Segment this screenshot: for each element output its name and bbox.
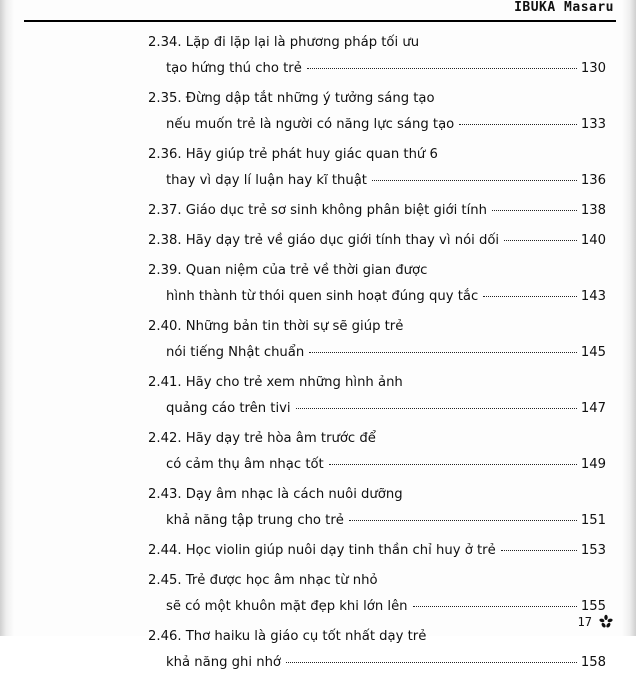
toc-leader-dots [504,240,577,241]
toc-entry-line [148,594,606,620]
toc-entry-text: 2.45. Trẻ được học âm nhạc từ nhỏ [148,573,378,588]
toc-entry-text: tạo hứng thú cho trẻ [166,61,302,76]
toc-entry-line [148,370,606,396]
toc-entry-line [148,426,606,452]
toc-entry-line [148,508,606,534]
toc-page-number: 130 [580,61,606,76]
page-edge-left-shadow [0,0,14,636]
toc-entry-line [148,396,606,422]
toc-page-number: 138 [580,203,606,218]
toc-entry-text: 2.36. Hãy giúp trẻ phát huy giác quan thứ 6 [148,147,438,162]
toc-entry-text: có cảm thụ âm nhạc tốt [166,457,324,472]
toc-entry[interactable] [148,538,606,564]
toc-entry-line [148,142,606,168]
toc-entry-text: sẽ có một khuôn mặt đẹp khi lớn lên [166,599,408,614]
toc-entry[interactable] [148,568,606,620]
toc-entry-line [148,198,606,224]
toc-leader-dots [296,408,577,409]
toc-entry-text: 2.39. Quan niệm của trẻ về thời gian được [148,263,428,278]
toc-entry-text: thay vì dạy lí luận hay kĩ thuật [166,173,367,188]
toc-entry-text: 2.34. Lặp đi lặp lại là phương pháp tối ưu [148,35,420,50]
toc-entry-text: nếu muốn trẻ là người có năng lực sáng tạo [166,117,455,132]
toc-entry-line [148,340,606,366]
toc-entry-line [148,30,606,56]
toc-entry[interactable] [148,198,606,224]
toc-entry[interactable] [148,30,606,82]
toc-entry-line [148,538,606,564]
toc-entry-line [148,228,606,254]
toc-leader-dots [286,662,577,663]
toc-page-number: 136 [580,173,606,188]
toc-leader-dots [483,296,577,297]
toc-entry-line [148,650,606,676]
toc-entry-text: 2.41. Hãy cho trẻ xem những hình ảnh [148,375,403,390]
toc-entry-text: 2.40. Những bản tin thời sự sẽ giúp trẻ [148,319,404,334]
toc-entry-line [148,452,606,478]
toc-entry[interactable] [148,624,606,676]
toc-entry[interactable] [148,142,606,194]
running-header-author: IBUKA Masaru [514,0,614,15]
toc-page-number: 133 [580,117,606,132]
toc-page-number: 151 [580,513,606,528]
toc-page-number: 145 [580,345,606,360]
toc-entry-line [148,284,606,310]
toc-page-number: 147 [580,401,606,416]
toc-entry[interactable] [148,258,606,310]
toc-entry-line [148,482,606,508]
toc-page-number: 149 [580,457,606,472]
toc-leader-dots [459,124,577,125]
toc-entry-text: 2.44. Học violin giúp nuôi dạy tinh thần chỉ huy ở trẻ [148,543,496,558]
toc-entry-line [148,258,606,284]
toc-leader-dots [309,352,577,353]
toc-leader-dots [372,180,577,181]
toc-entry[interactable] [148,314,606,366]
toc-entry-text: quảng cáo trên tivi [166,401,291,416]
toc-entry[interactable] [148,228,606,254]
toc-entry-line [148,568,606,594]
toc-entry-line [148,56,606,82]
toc-leader-dots [501,550,577,551]
toc-entry[interactable] [148,86,606,138]
flower-logo-icon [598,614,614,630]
toc-entry-line [148,86,606,112]
toc-entry-text: 2.38. Hãy dạy trẻ về giáo dục giới tính thay vì nói dối [148,233,500,248]
toc-entry-text: 2.46. Thơ haiku là giáo cụ tốt nhất dạy trẻ [148,629,427,644]
toc-entry-text: 2.42. Hãy dạy trẻ hòa âm trước để [148,431,376,446]
header-rule [24,20,616,22]
toc-entry-line [148,168,606,194]
toc-entry-text: khả năng ghi nhớ [166,655,281,670]
page-footer [578,614,614,630]
toc-leader-dots [413,606,577,607]
toc-entry[interactable] [148,370,606,422]
toc-entry-line [148,314,606,340]
toc-entry[interactable] [148,482,606,534]
toc-leader-dots [492,210,577,211]
toc-entry-text: 2.35. Đừng dập tắt những ý tưởng sáng tạo [148,91,435,106]
toc-page-number: 155 [580,599,606,614]
toc-entry-line [148,112,606,138]
toc-entry-text: 2.37. Giáo dục trẻ sơ sinh không phân biệt giới tính [148,203,487,218]
toc-entry[interactable] [148,426,606,478]
toc-entry-text: 2.43. Dạy âm nhạc là cách nuôi dưỡng [148,487,403,502]
toc-page-number: 153 [580,543,606,558]
toc-entry-text: hình thành từ thói quen sinh hoạt đúng quy tắc [166,289,479,304]
toc-entry-line [148,624,606,650]
page-number: 17 [577,615,592,629]
toc-page-number: 143 [580,289,606,304]
toc-page-number: 140 [580,233,606,248]
toc-leader-dots [349,520,577,521]
toc-entry-text: nói tiếng Nhật chuẩn [166,345,305,360]
page-edge-right-shadow [622,0,636,636]
toc-leader-dots [329,464,577,465]
toc-entry-text: khả năng tập trung cho trẻ [166,513,344,528]
toc-leader-dots [307,68,577,69]
toc-page-number: 158 [580,655,606,670]
